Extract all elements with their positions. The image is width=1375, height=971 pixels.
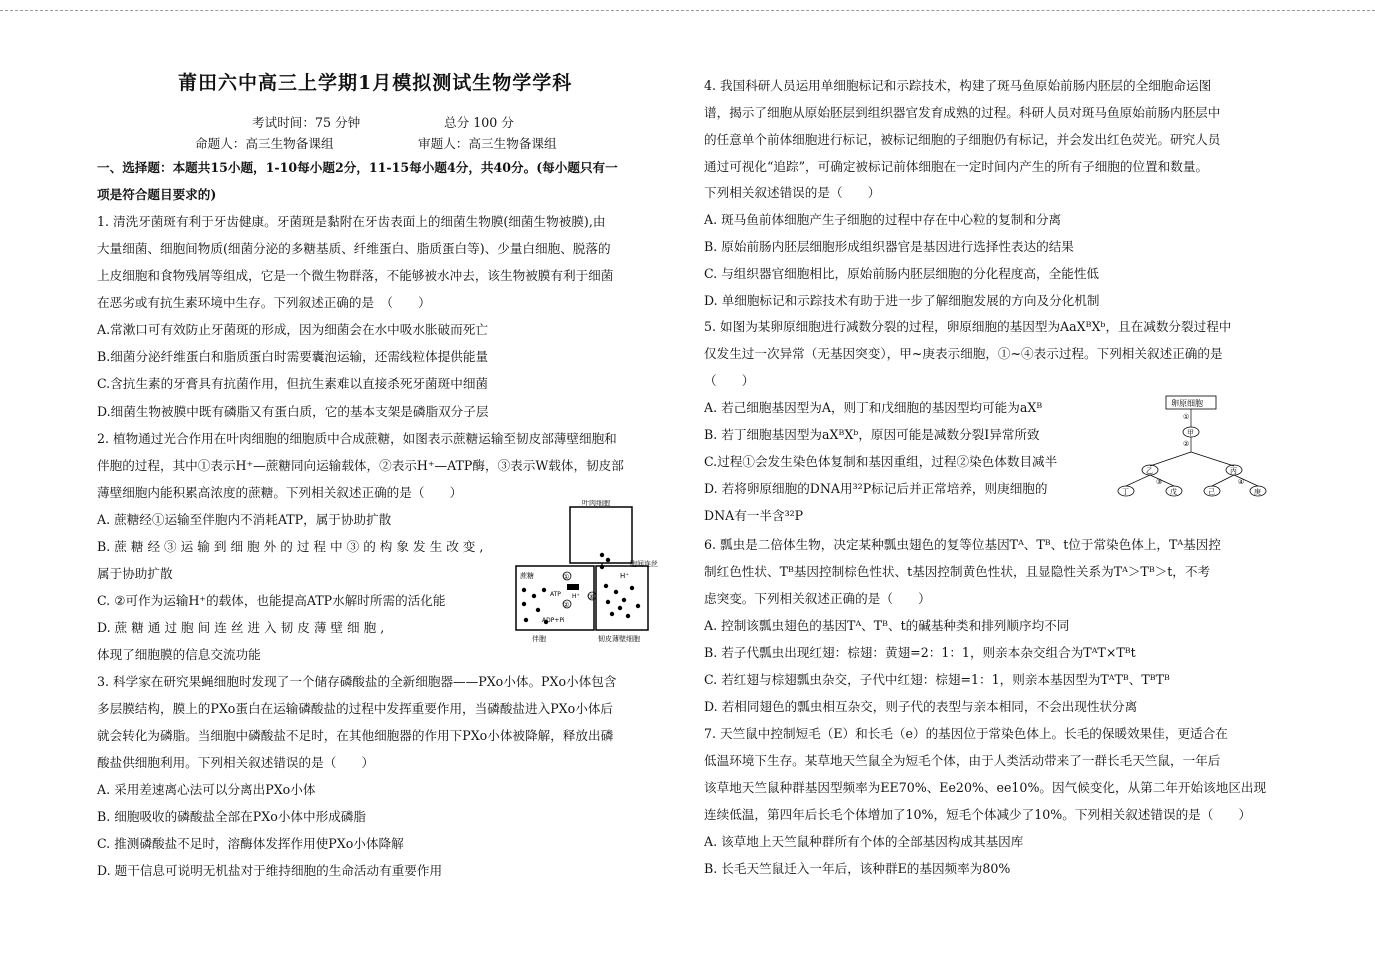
q4-option-d: D. 单细胞标记和示踪技术有助于进一步了解细胞发展的方向及分化机制 bbox=[704, 293, 1100, 308]
q6-option-a: A. 控制该瓢虫翅色的基因Tᴬ、Tᴮ、t的碱基种类和排列顺序均不同 bbox=[704, 618, 1070, 633]
q2-option-b: B. 蔗 糖 经 ③ 运 输 到 细 胞 外 的 过 程 中 ③ 的 构 象 发 生 改 变 , bbox=[97, 539, 484, 554]
mesophyll-label: 叶肉细胞 bbox=[582, 500, 610, 507]
circle-3: ③ bbox=[588, 593, 595, 601]
q3-stem: 就会转化为磷脂。当细胞中磷酸盐不足时，在其他细胞器的作用下PXo小体被降解，释放出磷 bbox=[97, 728, 614, 743]
q7-option-b: B. 长毛天竺鼠迁入一年后，该种群E的基因频率为80% bbox=[704, 861, 1011, 876]
cell-geng-label: 庚 bbox=[1254, 488, 1261, 496]
h-label-left: H⁺ bbox=[572, 593, 580, 600]
atp-label: ATP bbox=[550, 591, 561, 598]
step-2: ② bbox=[1183, 440, 1190, 448]
cell-yi-label: 乙 bbox=[1146, 467, 1153, 475]
step-1: ① bbox=[1183, 413, 1190, 421]
q5-option-d: D. 若将卵原细胞的DNA用³²P标记后并正常培养，则庚细胞的 bbox=[704, 481, 1048, 496]
q2-option-c: C. ②可作为运输H⁺的载体，也能提高ATP水解时所需的活化能 bbox=[97, 593, 446, 608]
h-label-right: H⁺ bbox=[620, 572, 629, 580]
top-dashed-rule bbox=[0, 10, 1375, 11]
q1-option-c: C.含抗生素的牙膏具有抗菌作用，但抗生素难以直接杀死牙菌斑中细菌 bbox=[97, 376, 489, 391]
cell-wu-label: 戊 bbox=[1170, 488, 1177, 496]
q4-stem: 通过可视化“追踪”，可确定被标记前体细胞在一定时间内产生的所有子细胞的位置和数量。 bbox=[704, 159, 1209, 174]
q7-stem: 连续低温，第四年后长毛个体增加了10%，短毛个体减少了10%。下列相关叙述错误的是（ ） bbox=[704, 807, 1252, 822]
q7-stem: 该草地天竺鼠种群基因型频率为EE70%、Ee20%、ee10%。因气候变化，从第二年开始该地区出现 bbox=[704, 780, 1267, 795]
parenchyma-label: 韧皮薄壁细胞 bbox=[598, 635, 640, 643]
q1-stem: 大量细菌、细胞间物质(细菌分泌的多糖基质、纤维蛋白、脂质蛋白等)、少量白细胞、脱落的 bbox=[97, 241, 611, 256]
cell-ding-label: 丁 bbox=[1122, 488, 1129, 496]
q6-stem: 虑突变。下列相关叙述正确的是（ ） bbox=[704, 591, 931, 606]
q2-option-d-cont: 体现了细胞膜的信息交流功能 bbox=[97, 647, 261, 662]
q4-stem: 4. 我国科研人员运用单细胞标记和示踪技术，构建了斑马鱼原始前肠内胚层的全细胞命运图 bbox=[704, 78, 1212, 93]
q5-stem: 仅发生过一次异常（无基因突变），甲~庚表示细胞，①~④表示过程。下列相关叙述正确的是 bbox=[704, 346, 1223, 361]
oogenesis-figure bbox=[1110, 394, 1280, 500]
q2-stem: 2. 植物通过光合作用在叶肉细胞的细胞质中合成蔗糖，如图表示蔗糖运输至韧皮部薄壁细胞和 bbox=[97, 431, 617, 446]
q7-option-a: A. 该草地上天竺鼠种群所有个体的全部基因构成其基因库 bbox=[704, 834, 1024, 849]
q4-stem: 的任意单个前体细胞进行标记，被标记细胞的子细胞仍有标记，并会发出红色荧光。研究人员 bbox=[704, 132, 1221, 147]
q2-option-a: A. 蔗糖经①运输至伴胞内不消耗ATP，属于协助扩散 bbox=[97, 512, 392, 527]
q6-option-c: C. 若红翅与棕翅瓢虫杂交，子代中红翅：棕翅=1：1，则亲本基因型为TᴬTᴮ、TᴮTᴮ bbox=[704, 672, 1170, 687]
q5-option-a: A. 若己细胞基因型为A，则丁和戊细胞的基因型均可能为aXᴮ bbox=[704, 400, 1043, 415]
q7-stem: 7. 天竺鼠中控制短毛（E）和长毛（e）的基因位于常染色体上。长毛的保暖效果佳，更适合在 bbox=[704, 726, 1228, 741]
q3-stem: 酸盐供细胞利用。下列相关叙述错误的是（ ） bbox=[97, 755, 375, 770]
step-3: ③ bbox=[1156, 478, 1163, 486]
q3-stem: 3. 科学家在研究果蝇细胞时发现了一个储存磷酸盐的全新细胞器——PXo小体。PXo小体包含 bbox=[97, 674, 617, 689]
q1-stem: 上皮细胞和食物残屑等组成，它是一个微生物群落，不能够被水冲去，该生物被膜有利于细菌 bbox=[97, 268, 614, 283]
cell-bing-label: 丙 bbox=[1230, 467, 1237, 475]
q3-option-c: C. 推测磷酸盐不足时，溶酶体发挥作用使PXo小体降解 bbox=[97, 836, 404, 851]
q5-option-c: C.过程①会发生染色体复制和基因重组，过程②染色体数目减半 bbox=[704, 454, 1058, 469]
exam-author: 命题人：高三生物备课组 bbox=[195, 136, 334, 151]
sucrose-transport-figure bbox=[512, 500, 672, 646]
q5-stem: （ ） bbox=[704, 373, 755, 388]
sucrose-label: 蔗糖 bbox=[520, 572, 534, 580]
page-title: 莆田六中高三上学期1月模拟测试生物学学科 bbox=[178, 72, 573, 94]
q6-option-d: D. 若相同翅色的瓢虫相互杂交，则子代的表型与亲本相同，不会出现性状分离 bbox=[704, 699, 1138, 714]
q1-stem: 在恶劣或有抗生素环境中生存。下列叙述正确的是 （ ） bbox=[97, 295, 431, 310]
q2-stem: 薄壁细胞内能积累高浓度的蔗糖。下列相关叙述正确的是（ ） bbox=[97, 485, 463, 500]
companion-label: 伴胞 bbox=[532, 635, 546, 643]
q7-stem: 低温环境下生存。某草地天竺鼠全为短毛个体，由于人类活动带来了一群长毛天竺鼠，一年后 bbox=[704, 753, 1221, 768]
adp-label: ADP+Pi bbox=[542, 617, 565, 624]
q5-option-d-cont: DNA有一半含³²P bbox=[704, 508, 804, 523]
q3-option-a: A. 采用差速离心法可以分离出PXo小体 bbox=[97, 782, 316, 797]
exam-time: 考试时间：75 分钟 bbox=[252, 115, 361, 130]
q2-option-b-cont: 属于协助扩散 bbox=[97, 566, 173, 581]
q2-stem: 伴胞的过程，其中①表示H⁺—蔗糖同向运输载体，②表示H⁺—ATP酶，③表示W载体，韧皮部 bbox=[97, 458, 624, 473]
q6-stem: 制红色性状、Tᴮ基因控制棕色性状、t基因控制黄色性状，且显隐性关系为Tᴬ＞Tᴮ＞t，不考 bbox=[704, 564, 1211, 579]
q6-option-b: B. 若子代瓢虫出现红翅：棕翅：黄翅=2：1：1，则亲本杂交组合为TᴬT×Tᴮt bbox=[704, 645, 1136, 660]
exam-score: 总分 100 分 bbox=[444, 115, 514, 130]
plasmodesmata-label: 胞间连丝 bbox=[630, 560, 658, 568]
cell-ji-label: 己 bbox=[1208, 488, 1215, 496]
q1-option-a: A.常漱口可有效防止牙菌斑的形成，因为细菌会在水中吸水胀破而死亡 bbox=[97, 322, 488, 337]
circle-1: ① bbox=[563, 573, 570, 581]
q4-option-b: B. 原始前肠内胚层细胞形成组织器官是基因进行选择性表达的结果 bbox=[704, 239, 1074, 254]
q4-option-a: A. 斑马鱼前体细胞产生子细胞的过程中存在中心粒的复制和分离 bbox=[704, 212, 1062, 227]
cell-jia-label: 甲 bbox=[1187, 429, 1194, 437]
q5-stem: 5. 如图为某卵原细胞进行减数分裂的过程，卵原细胞的基因型为AaXᴮXᵇ，且在减数分裂过程中 bbox=[704, 319, 1232, 334]
exam-reviewer: 审题人：高三生物备课组 bbox=[418, 136, 557, 151]
section-heading: 一、选择题：本题共15小题，1-10每小题2分，11-15每小题4分，共40分。(每小题只有一 bbox=[97, 160, 618, 175]
q1-option-b: B.细菌分泌纤维蛋白和脂质蛋白时需要囊泡运输，还需线粒体提供能量 bbox=[97, 349, 489, 364]
q1-option-d: D.细菌生物被膜中既有磷脂又有蛋白质，它的基本支架是磷脂双分子层 bbox=[97, 404, 489, 419]
section-heading-cont: 项是符合题目要求的) bbox=[97, 187, 217, 202]
q4-stem: 谱，揭示了细胞从原始胚层到组织器官发育成熟的过程。科研人员对斑马鱼原始前肠内胚层中 bbox=[704, 105, 1221, 120]
q3-option-b: B. 细胞吸收的磷酸盐全部在PXo小体中形成磷脂 bbox=[97, 809, 366, 824]
q1-stem: 1. 清洗牙菌斑有利于牙齿健康。牙菌斑是黏附在牙齿表面上的细菌生物膜(细菌生物被膜),由 bbox=[97, 214, 606, 229]
oogonium-label: 卵原细胞 bbox=[1171, 399, 1203, 408]
step-4: ④ bbox=[1238, 478, 1245, 486]
q6-stem: 6. 瓢虫是二倍体生物，决定某种瓢虫翅色的复等位基因Tᴬ、Tᴮ、t位于常染色体上，Tᴬ基因控 bbox=[704, 537, 1221, 552]
q4-stem: 下列相关叙述错误的是（ ） bbox=[704, 185, 881, 200]
q5-option-b: B. 若丁细胞基因型为aXᴮXᵇ，原因可能是减数分裂Ⅰ异常所致 bbox=[704, 427, 1040, 442]
q4-option-c: C. 与组织器官细胞相比，原始前肠内胚层细胞的分化程度高，全能性低 bbox=[704, 266, 1100, 281]
q3-stem: 多层膜结构，膜上的PXo蛋白在运输磷酸盐的过程中发挥重要作用，当磷酸盐进入PXo小体后 bbox=[97, 701, 614, 716]
q3-option-d: D. 题干信息可说明无机盐对于维持细胞的生命活动有重要作用 bbox=[97, 863, 443, 878]
circle-2: ② bbox=[563, 601, 570, 609]
q2-option-d: D. 蔗 糖 通 过 胞 间 连 丝 进 入 韧 皮 薄 壁 细 胞 , bbox=[97, 620, 385, 635]
